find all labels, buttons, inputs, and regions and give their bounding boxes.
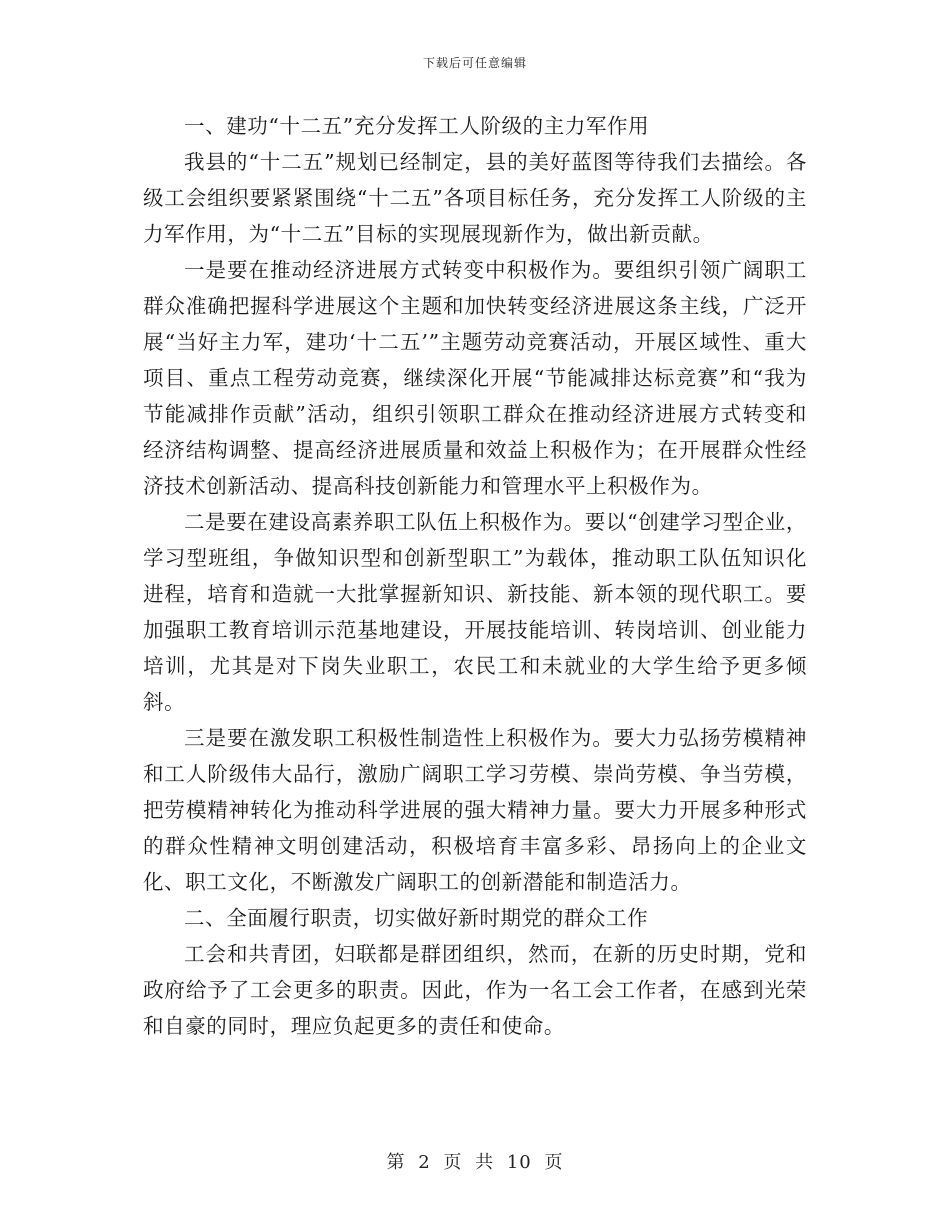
paragraph: 二是要在建设高素养职工队伍上积极作为。要以“创建学习型企业，学习型班组，争做知识型和创新型职工”为载体，推动职工队伍知识化进程，培育和造就一大批掌握新知识、新技能、新本领的现代职工。要加强职工教育培训示范基地建设，开展技能培训、转岗培训、创业能力培训，尤其是对下岗失业职工，农民工和未就业的大学生给予更多倾斜。 [143, 510, 807, 714]
paragraph: 一是要在推动经济进展方式转变中积极作为。要组织引领广阔职工群众准确把握科学进展这个主题和加快转变经济进展这条主线，广泛开展“当好主力军，建功‘十二五’”主题劳动竞赛活动，开展区域性、重大项目、重点工程劳动竞赛，继续深化开展“节能减排达标竞赛”和“我为节能减排作贡献”活动，组织引领职工群众在推动经济进展方式转变和经济结构调整、提高经济进展质量和效益上积极作为；在开展群众性经济技术创新活动、提高科技创新能力和管理水平上积极作为。 [143, 258, 807, 498]
section-heading-1: 一、建功“十二五”充分发挥工人阶级的主力军作用 [184, 114, 650, 138]
header-note: 下载后可任意编辑 [422, 56, 527, 70]
paragraph: 三是要在激发职工积极性制造性上积极作为。要大力弘扬劳模精神和工人阶级伟大品行，激励广阔职工学习劳模、崇尚劳模、争当劳模，把劳模精神转化为推动科学进展的强大精神力量。要大力开展多种形式的群众性精神文明创建活动，积极培育丰富多彩、昂扬向上的企业文化、职工文化，不断激发广阔职工的创新潜能和制造活力。 [143, 726, 807, 894]
paragraph: 工会和共青团，妇联都是群团组织，然而，在新的历史时期，党和政府给予了工会更多的职责。因此，作为一名工会工作者，在感到光荣和自豪的同时，理应负起更多的责任和使命。 [143, 942, 807, 1038]
document-body [143, 108, 807, 1044]
section-heading-2: 二、全面履行职责，切实做好新时期党的群众工作 [184, 906, 649, 930]
paragraph: 我县的“十二五”规划已经制定，县的美好蓝图等待我们去描绘。各级工会组织要紧紧围绕“十二五”各项目标任务，充分发挥工人阶级的主力军作用，为“十二五”目标的实现展现新作为，做出新贡献。 [143, 150, 807, 246]
page-number: 第 2 页 共 10 页 [386, 1152, 564, 1173]
